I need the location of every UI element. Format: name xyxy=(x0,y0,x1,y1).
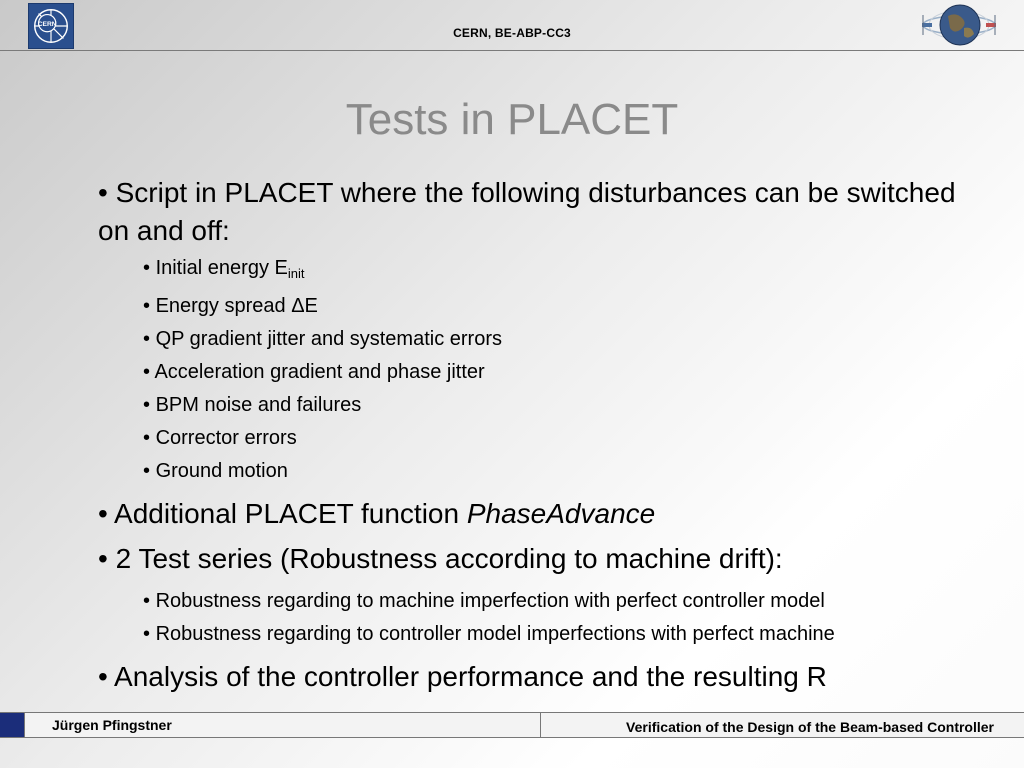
globe-icon xyxy=(920,2,998,48)
sub-bullet-text: Corrector errors xyxy=(155,427,297,449)
sub-bullet-item: • Robustness regarding to controller model imperfections with perfect machine xyxy=(143,623,835,645)
bullet-item: • Analysis of the controller performance and the resulting R xyxy=(98,661,827,692)
bullet-item: • 2 Test series (Robustness according to machine drift): xyxy=(98,543,783,574)
bullet-text: Additional PLACET function xyxy=(114,498,467,529)
sub-bullet-text: Energy spread ΔE xyxy=(155,295,318,317)
bullet-item: • Additional PLACET function PhaseAdvance xyxy=(98,498,656,529)
sub-bullet-text: BPM noise and failures xyxy=(155,394,362,416)
bullet-text: Analysis of the controller performance and the resulting R xyxy=(114,661,827,692)
header-divider xyxy=(0,50,1024,51)
footer-bar xyxy=(0,712,1024,738)
bullet-text: 2 Test series (Robustness according to machine drift): xyxy=(115,543,783,574)
footer-author: Jürgen Pfingstner xyxy=(52,717,172,733)
sub-bullet-item: • QP gradient jitter and systematic errors xyxy=(143,328,502,350)
footer-presentation-title: Verification of the Design of the Beam-based Controller xyxy=(626,719,994,735)
footer-accent xyxy=(0,713,24,737)
sub-bullet-text: Ground motion xyxy=(155,460,288,482)
sub-bullet-text: Robustness regarding to machine imperfection with perfect controller model xyxy=(155,590,825,612)
sub-bullet-item: • Robustness regarding to machine imperfection with perfect controller model xyxy=(143,590,825,612)
subscript-text: init xyxy=(287,266,305,281)
header-org-text: CERN, BE-ABP-CC3 xyxy=(453,26,571,40)
sub-bullet-text: Acceleration gradient and phase jitter xyxy=(154,361,485,383)
bullet-text: Script in PLACET where the following disturbances can be switched on and off: xyxy=(98,177,956,246)
bullet-item: • Script in PLACET where the following disturbances can be switched on and off: xyxy=(98,177,956,246)
slide-content xyxy=(98,174,958,696)
footer-title-box xyxy=(540,713,1024,737)
sub-bullet-text: QP gradient jitter and systematic errors xyxy=(155,328,502,350)
slide-title: Tests in PLACET xyxy=(345,95,679,144)
sub-bullet-item: • Initial energy $E_{init}$ xyxy=(143,257,305,281)
logo-text: CERN xyxy=(37,20,57,28)
sub-bullet-item: • Energy spread ΔE xyxy=(143,295,318,317)
function-name: PhaseAdvance xyxy=(466,498,656,529)
sub-bullet-text: Robustness regarding to controller model imperfections with perfect machine xyxy=(155,623,835,645)
sub-bullet-item: • Acceleration gradient and phase jitter xyxy=(143,361,485,383)
sub-bullet-item: • Corrector errors xyxy=(143,427,297,449)
sub-bullet-item: • BPM noise and failures xyxy=(143,394,362,416)
sub-bullet-text: Initial energy E xyxy=(155,257,288,279)
sub-bullet-item: • Ground motion xyxy=(143,460,288,482)
